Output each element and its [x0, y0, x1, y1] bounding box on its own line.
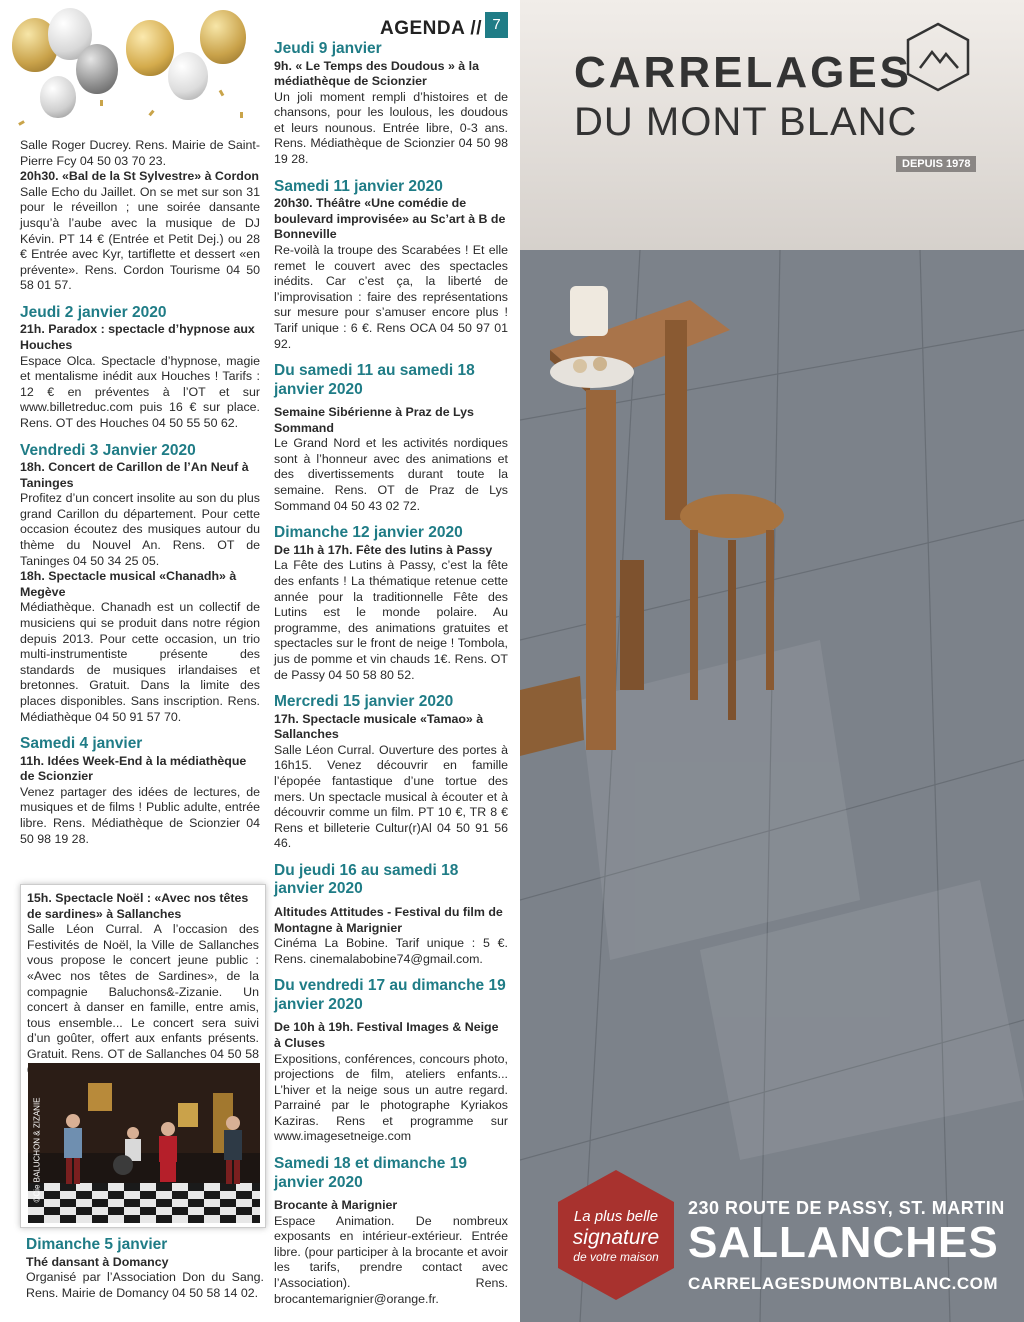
shop-city: SALLANCHES: [688, 1218, 999, 1267]
event-text: Un joli moment rempli d’histoires et de chansons, pour les loulous, les doudous et leurs nounous. Entrée libre, 0-3 ans. Rens. Médiathèque de Scionzier 04 50 98 19 28.: [274, 89, 508, 167]
event-date: Dimanche 5 janvier: [26, 1236, 168, 1253]
event-date: Samedi 11 janvier 2020: [274, 177, 443, 195]
event-date: Jeudi 2 janvier 2020: [20, 303, 167, 321]
event-title: Semaine Sibérienne à Praz de Lys Sommand: [274, 405, 474, 435]
column-1: [20, 138, 260, 847]
event-title: Brocante à Marignier: [274, 1198, 398, 1213]
section-title: AGENDA //: [380, 18, 482, 39]
event-text: Re-voilà la troupe des Scarabées ! Et elle remet le couvert avec des spectacles inédits. Car c’est ça, la liberté de l’improvisation : faire des représentations sur mesure pour s’amuser encore plus ! Tarif unique : 6 €. Rens OCA 04 50 97 01 92.: [274, 242, 508, 351]
event-text: Cinéma La Bobine. Tarif unique : 5 €. Rens. cinemalabobine74@gmail.com.: [274, 936, 508, 966]
balloons-illustration: [0, 0, 268, 140]
event-text: Profitez d’un concert insolite au son du plus grand Carillon du département. Pour cette occasion écoutez des musiques autour du thème du Nouvel An. Rens. OT de Taninges 04 50 34 25 05.: [20, 491, 260, 568]
event-text: Expositions, conférences, concours photo, projections de film, ateliers enfants... L’hiver et la neige sous un autre regard. Parrainé par le photographe Kyriakos Kaziras. Rens et programme sur www.imagesetneige.com: [274, 1051, 508, 1144]
event-text: Espace Animation. De nombreux exposants en intérieur-extérieur. Entrée libre. (pour participer à la brocante et avoir les tarifs, prendre contact avec l’Association). Rens. brocantemarignier@orange.fr.: [274, 1213, 508, 1306]
event-title: 21h. Paradox : spectacle d’hypnose aux Houches: [20, 322, 255, 353]
event-date: Jeudi 9 janvier: [274, 40, 382, 57]
stage-illustration: [28, 1063, 260, 1223]
event-text: Espace Olca. Spectacle d’hypnose, magie et mentalisme inédit aux Houches ! Tarifs : 12 € en préventes à l’OT et sur www.billetreduc.com puis 16 € sur place. Rens. OT des Houches 04 50 55 50 62.: [20, 353, 260, 430]
page-number: 7: [485, 12, 508, 38]
event-date: Du jeudi 16 au samedi 18 janvier 2020: [274, 861, 459, 898]
event-text: Organisé par l’Association Don du Sang. Rens. Mairie de Domancy 04 50 58 14 02.: [26, 1270, 264, 1300]
advertisement: [520, 0, 1024, 1322]
event-title: De 11h à 17h. Fête des lutins à Passy: [274, 542, 493, 557]
event-text: Venez partager des idées de lectures, de musiques et de films ! Public adulte, entrée libre. Rens. Médiathèque de Scionzier 04 50 98 19 28.: [20, 784, 260, 846]
event-title: 18h. Concert de Carillon de l’An Neuf à Taninges: [20, 460, 249, 490]
mountain-logo-icon: [906, 22, 970, 92]
concert-photo: [28, 1063, 260, 1223]
event-date: Mercredi 15 janvier 2020: [274, 693, 454, 711]
slogan-line2: signature: [572, 1226, 660, 1249]
event-title: 20h30. Théâtre «Une comédie de boulevard improvisée» au Sc’art à B de Bonneville: [274, 196, 506, 242]
event-text: Salle Echo du Jaillet. On se met sur son 31 pour le réveillon ; une soirée dansante jusqu’à l’aube avec la musique de DJ Kévin. PT 14 € (Entrée et Petit Dej.) ou 28 € Entrée avec Kyr, tartiflette et dessert «en prévente». Rens. Cordon Tourisme 04 50 58 01 57.: [20, 184, 260, 293]
event-date: Samedi 4 janvier: [20, 735, 143, 753]
event-title: 17h. Spectacle musicale «Tamao» à Sallanches: [274, 711, 484, 742]
event-title: Altitudes Attitudes - Festival du film de Montagne à Marignier: [274, 904, 503, 935]
since-badge: DEPUIS 1978: [896, 156, 976, 172]
event-title: 15h. Spectacle Noël : «Avec nos têtes de sardines» à Sallanches: [27, 891, 249, 921]
column-1-bottom: [26, 1236, 264, 1301]
slogan-line1: La plus belle: [573, 1208, 659, 1225]
photo-credit: ©Cie BALUCHON & ZIZANIE: [32, 1097, 42, 1203]
shop-website: CARRELAGESDUMONTBLANC.COM: [688, 1274, 998, 1293]
event-text: Salle Léon Curral. A l’occasion des Festivités de Noël, la Ville de Sallanches vous propose le concert jeune public : «Avec nos têtes de Sardines», de la compagnie Baluchons&-Zizanie. Un concert à danser en famille, entre amis, tous ensemble... Le concert sera suivi d’un goûter, offert aux enfants présents. Gratuit. Rens. OT de Sallanches 04 50 58: [27, 922, 259, 1061]
event-title: De 10h à 19h. Festival Images & Neige à Cluses: [274, 1020, 499, 1050]
slogan-line3: de votre maison: [573, 1250, 659, 1264]
featured-event-box: [20, 884, 266, 1228]
brand-name-line2: DU MONT BLANC: [574, 100, 918, 144]
event-text: Salle Léon Curral. Ouverture des portes à 16h15. Venez découvrir en famille l’épopée fantastique d’une tortue des mers. Un spectacle musical à écouter et à découvrir comme un film. PT 10 €, TR 8 € Rens et billeterie Cultur(r)Al 04 50 91 56 46.: [274, 742, 508, 851]
event-date: Du samedi 11 au samedi 18 janvier 2020: [274, 362, 475, 398]
intro-text: Salle Roger Ducrey. Rens. Mairie de Saint-Pierre Fcy 04 50 03 70 23.: [20, 138, 260, 168]
event-date: Vendredi 3 Janvier 2020: [20, 441, 196, 459]
column-2: [274, 40, 508, 1307]
event-title: 9h. « Le Temps des Doudous » à la médiathèque de Scionzier: [274, 58, 479, 89]
event-date: Dimanche 12 janvier 2020: [274, 524, 463, 542]
event-text: Médiathèque. Chanadh est un collectif de musiciens qui se produit dans notre région depuis 2013. Pour cette occasion, un trio multi-instrumentiste présente des standards de musiques irlandaises et bretonnes. Gratuit. Dans la limite des places disponibles. Sans inscription. Rens. Médiathèque 04 50 91 57 70.: [20, 600, 260, 724]
event-text: Le Grand Nord et les activités nordiques sont à l’honneur avec des animations et des divertissements durant toute la semaine. Rens. OT de Praz de Lys Sommand 04 50 43 02 72.: [274, 436, 508, 513]
event-title: 18h. Spectacle musical «Chanadh» à Megève: [20, 569, 237, 599]
event-text: La Fête des Lutins à Passy, c’est la fête des enfants ! La thématique retenue cette année pour la traditionnelle Fête des Lutins est le monde polaire. Au programme, des animations gratuites et spectacles sur le front de neige ! Tombola, jus de pomme et vin chauds 1€. Rens. OT de Passy 04 50 58 80 52.: [274, 558, 508, 682]
slogan-hexagon: [556, 1168, 676, 1302]
event-date: Samedi 18 et dimanche 19 janvier 2020: [274, 1155, 467, 1191]
event-date: Du vendredi 17 au dimanche 19 janvier 2020: [274, 977, 506, 1013]
event-title: Thé dansant à Domancy: [26, 1254, 169, 1269]
event-title: 20h30. «Bal de la St Sylvestre» à Cordon: [20, 169, 259, 184]
tile-floor-illustration: [520, 0, 1024, 1322]
event-title: 11h. Idées Week-End à la médiathèque de Scionzier: [20, 753, 247, 784]
shop-address: 230 ROUTE DE PASSY, ST. MARTIN: [688, 1198, 1005, 1218]
brand-name-line1: CARRELAGES: [574, 48, 913, 97]
